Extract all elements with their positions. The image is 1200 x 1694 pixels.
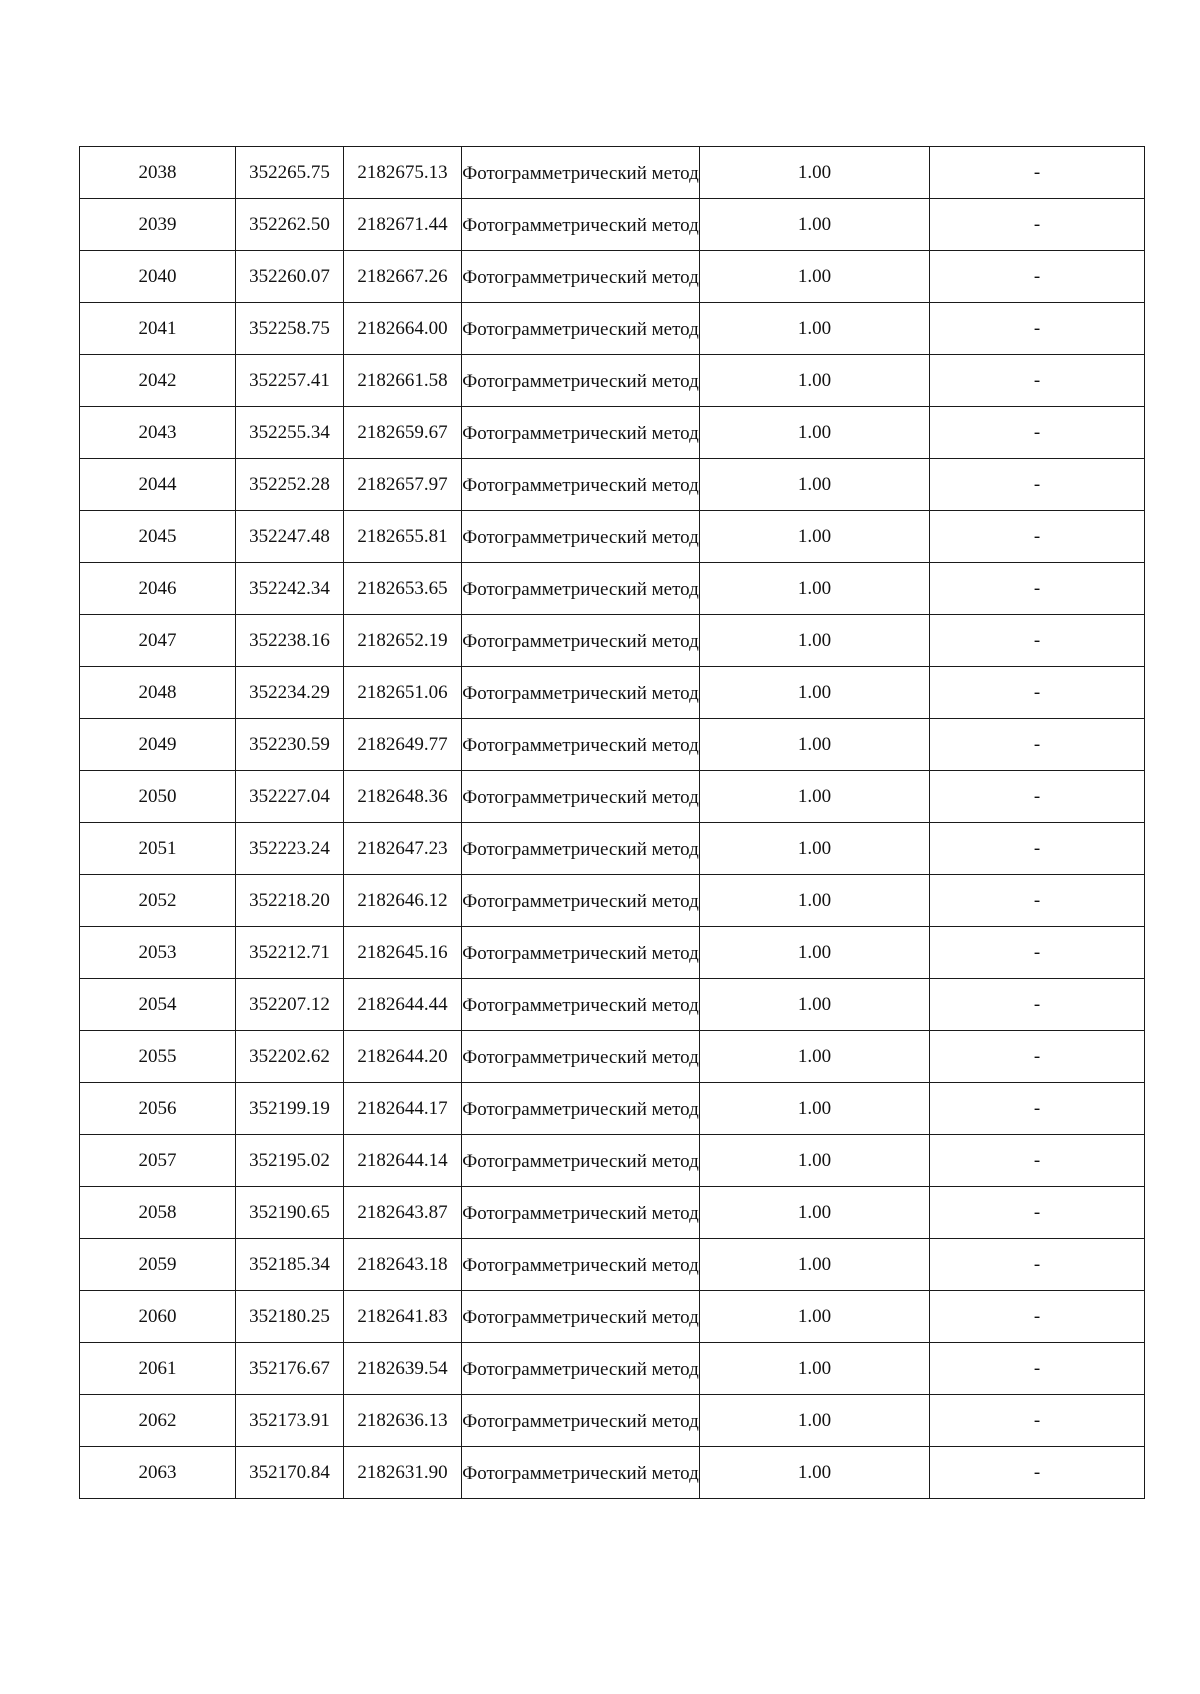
table-row: [80, 1447, 1145, 1499]
accuracy-cell: 1.00: [700, 771, 930, 823]
description-cell: -: [930, 459, 1145, 511]
accuracy-cell: 1.00: [700, 251, 930, 303]
point-number-cell: 2056: [80, 1083, 236, 1135]
description-cell: -: [930, 927, 1145, 979]
y-coordinate-cell: 2182636.13: [344, 1395, 462, 1447]
accuracy-cell: 1.00: [700, 459, 930, 511]
y-coordinate-cell: 2182645.16: [344, 927, 462, 979]
point-number-cell: 2057: [80, 1135, 236, 1187]
y-coordinate-cell: 2182651.06: [344, 667, 462, 719]
table-row: [80, 875, 1145, 927]
point-number-cell: 2060: [80, 1291, 236, 1343]
table-row: [80, 1135, 1145, 1187]
table-row: [80, 1083, 1145, 1135]
coordinates-table: [79, 146, 1145, 1499]
point-number-cell: 2041: [80, 303, 236, 355]
method-label: Фотограмметрический метод: [462, 1099, 699, 1120]
table-row: [80, 1343, 1145, 1395]
table-row: [80, 251, 1145, 303]
y-coordinate-cell: 2182671.44: [344, 199, 462, 251]
accuracy-cell: 1.00: [700, 407, 930, 459]
point-number-cell: 2050: [80, 771, 236, 823]
accuracy-cell: 1.00: [700, 1187, 930, 1239]
table-row: [80, 667, 1145, 719]
x-coordinate-cell: 352242.34: [236, 563, 344, 615]
x-coordinate-cell: 352260.07: [236, 251, 344, 303]
point-number-cell: 2047: [80, 615, 236, 667]
table-row: [80, 459, 1145, 511]
point-number-cell: 2053: [80, 927, 236, 979]
y-coordinate-cell: 2182647.23: [344, 823, 462, 875]
y-coordinate-cell: 2182644.17: [344, 1083, 462, 1135]
x-coordinate-cell: 352180.25: [236, 1291, 344, 1343]
method-cell: [462, 875, 700, 927]
method-label: Фотограмметрический метод: [462, 943, 699, 964]
description-cell: -: [930, 875, 1145, 927]
accuracy-cell: 1.00: [700, 875, 930, 927]
method-label: Фотограмметрический метод: [462, 163, 699, 184]
method-cell: [462, 1395, 700, 1447]
method-label: Фотограмметрический метод: [462, 787, 699, 808]
method-label: Фотограмметрический метод: [462, 319, 699, 340]
accuracy-cell: 1.00: [700, 1447, 930, 1499]
description-cell: -: [930, 667, 1145, 719]
table-row: [80, 1031, 1145, 1083]
method-cell: [462, 1343, 700, 1395]
method-label: Фотограмметрический метод: [462, 995, 699, 1016]
x-coordinate-cell: 352252.28: [236, 459, 344, 511]
description-cell: -: [930, 1135, 1145, 1187]
table-row: [80, 1291, 1145, 1343]
method-label: Фотограмметрический метод: [462, 527, 699, 548]
accuracy-cell: 1.00: [700, 719, 930, 771]
x-coordinate-cell: 352202.62: [236, 1031, 344, 1083]
method-label: Фотограмметрический метод: [462, 1203, 699, 1224]
x-coordinate-cell: 352234.29: [236, 667, 344, 719]
description-cell: -: [930, 1239, 1145, 1291]
method-label: Фотограмметрический метод: [462, 1255, 699, 1276]
method-cell: [462, 407, 700, 459]
method-cell: [462, 1447, 700, 1499]
coordinates-table-body: [80, 147, 1145, 1499]
description-cell: -: [930, 511, 1145, 563]
table-row: [80, 927, 1145, 979]
y-coordinate-cell: 2182661.58: [344, 355, 462, 407]
x-coordinate-cell: 352255.34: [236, 407, 344, 459]
method-label: Фотограмметрический метод: [462, 1411, 699, 1432]
table-row: [80, 771, 1145, 823]
method-cell: [462, 563, 700, 615]
accuracy-cell: 1.00: [700, 511, 930, 563]
y-coordinate-cell: 2182648.36: [344, 771, 462, 823]
accuracy-cell: 1.00: [700, 667, 930, 719]
method-label: Фотограмметрический метод: [462, 1359, 699, 1380]
description-cell: -: [930, 1083, 1145, 1135]
x-coordinate-cell: 352199.19: [236, 1083, 344, 1135]
x-coordinate-cell: 352195.02: [236, 1135, 344, 1187]
accuracy-cell: 1.00: [700, 147, 930, 199]
accuracy-cell: 1.00: [700, 979, 930, 1031]
accuracy-cell: 1.00: [700, 199, 930, 251]
table-row: [80, 719, 1145, 771]
accuracy-cell: 1.00: [700, 1343, 930, 1395]
accuracy-cell: 1.00: [700, 1031, 930, 1083]
point-number-cell: 2038: [80, 147, 236, 199]
method-label: Фотограмметрический метод: [462, 891, 699, 912]
accuracy-cell: 1.00: [700, 1135, 930, 1187]
point-number-cell: 2062: [80, 1395, 236, 1447]
method-label: Фотограмметрический метод: [462, 735, 699, 756]
x-coordinate-cell: 352247.48: [236, 511, 344, 563]
x-coordinate-cell: 352190.65: [236, 1187, 344, 1239]
point-number-cell: 2043: [80, 407, 236, 459]
method-cell: [462, 355, 700, 407]
y-coordinate-cell: 2182639.54: [344, 1343, 462, 1395]
point-number-cell: 2061: [80, 1343, 236, 1395]
description-cell: -: [930, 147, 1145, 199]
x-coordinate-cell: 352223.24: [236, 823, 344, 875]
method-cell: [462, 615, 700, 667]
method-cell: [462, 199, 700, 251]
description-cell: -: [930, 1291, 1145, 1343]
point-number-cell: 2042: [80, 355, 236, 407]
x-coordinate-cell: 352207.12: [236, 979, 344, 1031]
accuracy-cell: 1.00: [700, 563, 930, 615]
method-label: Фотограмметрический метод: [462, 267, 699, 288]
method-label: Фотограмметрический метод: [462, 1463, 699, 1484]
description-cell: -: [930, 251, 1145, 303]
table-row: [80, 823, 1145, 875]
point-number-cell: 2046: [80, 563, 236, 615]
description-cell: -: [930, 1343, 1145, 1395]
point-number-cell: 2052: [80, 875, 236, 927]
y-coordinate-cell: 2182652.19: [344, 615, 462, 667]
y-coordinate-cell: 2182659.67: [344, 407, 462, 459]
x-coordinate-cell: 352176.67: [236, 1343, 344, 1395]
method-label: Фотограмметрический метод: [462, 475, 699, 496]
method-label: Фотограмметрический метод: [462, 683, 699, 704]
table-row: [80, 199, 1145, 251]
method-cell: [462, 1135, 700, 1187]
method-cell: [462, 1239, 700, 1291]
method-cell: [462, 511, 700, 563]
y-coordinate-cell: 2182644.44: [344, 979, 462, 1031]
x-coordinate-cell: 352185.34: [236, 1239, 344, 1291]
method-label: Фотограмметрический метод: [462, 1151, 699, 1172]
y-coordinate-cell: 2182641.83: [344, 1291, 462, 1343]
table-row: [80, 1395, 1145, 1447]
y-coordinate-cell: 2182664.00: [344, 303, 462, 355]
method-cell: [462, 459, 700, 511]
method-cell: [462, 251, 700, 303]
method-cell: [462, 1291, 700, 1343]
point-number-cell: 2051: [80, 823, 236, 875]
accuracy-cell: 1.00: [700, 1083, 930, 1135]
table-row: [80, 303, 1145, 355]
point-number-cell: 2040: [80, 251, 236, 303]
x-coordinate-cell: 352227.04: [236, 771, 344, 823]
y-coordinate-cell: 2182649.77: [344, 719, 462, 771]
point-number-cell: 2055: [80, 1031, 236, 1083]
y-coordinate-cell: 2182667.26: [344, 251, 462, 303]
y-coordinate-cell: 2182653.65: [344, 563, 462, 615]
method-cell: [462, 667, 700, 719]
accuracy-cell: 1.00: [700, 1395, 930, 1447]
point-number-cell: 2058: [80, 1187, 236, 1239]
y-coordinate-cell: 2182644.14: [344, 1135, 462, 1187]
x-coordinate-cell: 352265.75: [236, 147, 344, 199]
description-cell: -: [930, 407, 1145, 459]
table-row: [80, 407, 1145, 459]
method-label: Фотограмметрический метод: [462, 839, 699, 860]
description-cell: -: [930, 563, 1145, 615]
description-cell: -: [930, 979, 1145, 1031]
x-coordinate-cell: 352218.20: [236, 875, 344, 927]
point-number-cell: 2054: [80, 979, 236, 1031]
y-coordinate-cell: 2182643.87: [344, 1187, 462, 1239]
method-label: Фотограмметрический метод: [462, 215, 699, 236]
x-coordinate-cell: 352170.84: [236, 1447, 344, 1499]
point-number-cell: 2039: [80, 199, 236, 251]
method-cell: [462, 1031, 700, 1083]
table-row: [80, 147, 1145, 199]
accuracy-cell: 1.00: [700, 927, 930, 979]
x-coordinate-cell: 352212.71: [236, 927, 344, 979]
point-number-cell: 2048: [80, 667, 236, 719]
description-cell: -: [930, 823, 1145, 875]
table-row: [80, 615, 1145, 667]
description-cell: -: [930, 1031, 1145, 1083]
method-label: Фотограмметрический метод: [462, 371, 699, 392]
description-cell: -: [930, 355, 1145, 407]
method-cell: [462, 979, 700, 1031]
accuracy-cell: 1.00: [700, 355, 930, 407]
x-coordinate-cell: 352257.41: [236, 355, 344, 407]
table-row: [80, 1239, 1145, 1291]
accuracy-cell: 1.00: [700, 615, 930, 667]
table-row: [80, 355, 1145, 407]
method-label: Фотограмметрический метод: [462, 423, 699, 444]
x-coordinate-cell: 352262.50: [236, 199, 344, 251]
method-cell: [462, 771, 700, 823]
accuracy-cell: 1.00: [700, 1239, 930, 1291]
method-cell: [462, 1187, 700, 1239]
y-coordinate-cell: 2182657.97: [344, 459, 462, 511]
point-number-cell: 2044: [80, 459, 236, 511]
point-number-cell: 2063: [80, 1447, 236, 1499]
description-cell: -: [930, 199, 1145, 251]
x-coordinate-cell: 352258.75: [236, 303, 344, 355]
method-cell: [462, 147, 700, 199]
y-coordinate-cell: 2182655.81: [344, 511, 462, 563]
description-cell: -: [930, 615, 1145, 667]
point-number-cell: 2049: [80, 719, 236, 771]
description-cell: -: [930, 719, 1145, 771]
y-coordinate-cell: 2182631.90: [344, 1447, 462, 1499]
accuracy-cell: 1.00: [700, 303, 930, 355]
accuracy-cell: 1.00: [700, 823, 930, 875]
method-label: Фотограмметрический метод: [462, 579, 699, 600]
point-number-cell: 2059: [80, 1239, 236, 1291]
description-cell: -: [930, 771, 1145, 823]
table-row: [80, 979, 1145, 1031]
y-coordinate-cell: 2182646.12: [344, 875, 462, 927]
x-coordinate-cell: 352173.91: [236, 1395, 344, 1447]
method-cell: [462, 927, 700, 979]
y-coordinate-cell: 2182643.18: [344, 1239, 462, 1291]
method-cell: [462, 823, 700, 875]
method-cell: [462, 1083, 700, 1135]
y-coordinate-cell: 2182644.20: [344, 1031, 462, 1083]
table-row: [80, 563, 1145, 615]
method-cell: [462, 719, 700, 771]
method-label: Фотограмметрический метод: [462, 631, 699, 652]
x-coordinate-cell: 352230.59: [236, 719, 344, 771]
description-cell: -: [930, 1395, 1145, 1447]
table-row: [80, 1187, 1145, 1239]
method-label: Фотограмметрический метод: [462, 1307, 699, 1328]
point-number-cell: 2045: [80, 511, 236, 563]
description-cell: -: [930, 303, 1145, 355]
method-label: Фотограмметрический метод: [462, 1047, 699, 1068]
table-row: [80, 511, 1145, 563]
x-coordinate-cell: 352238.16: [236, 615, 344, 667]
accuracy-cell: 1.00: [700, 1291, 930, 1343]
description-cell: -: [930, 1187, 1145, 1239]
y-coordinate-cell: 2182675.13: [344, 147, 462, 199]
method-cell: [462, 303, 700, 355]
description-cell: -: [930, 1447, 1145, 1499]
